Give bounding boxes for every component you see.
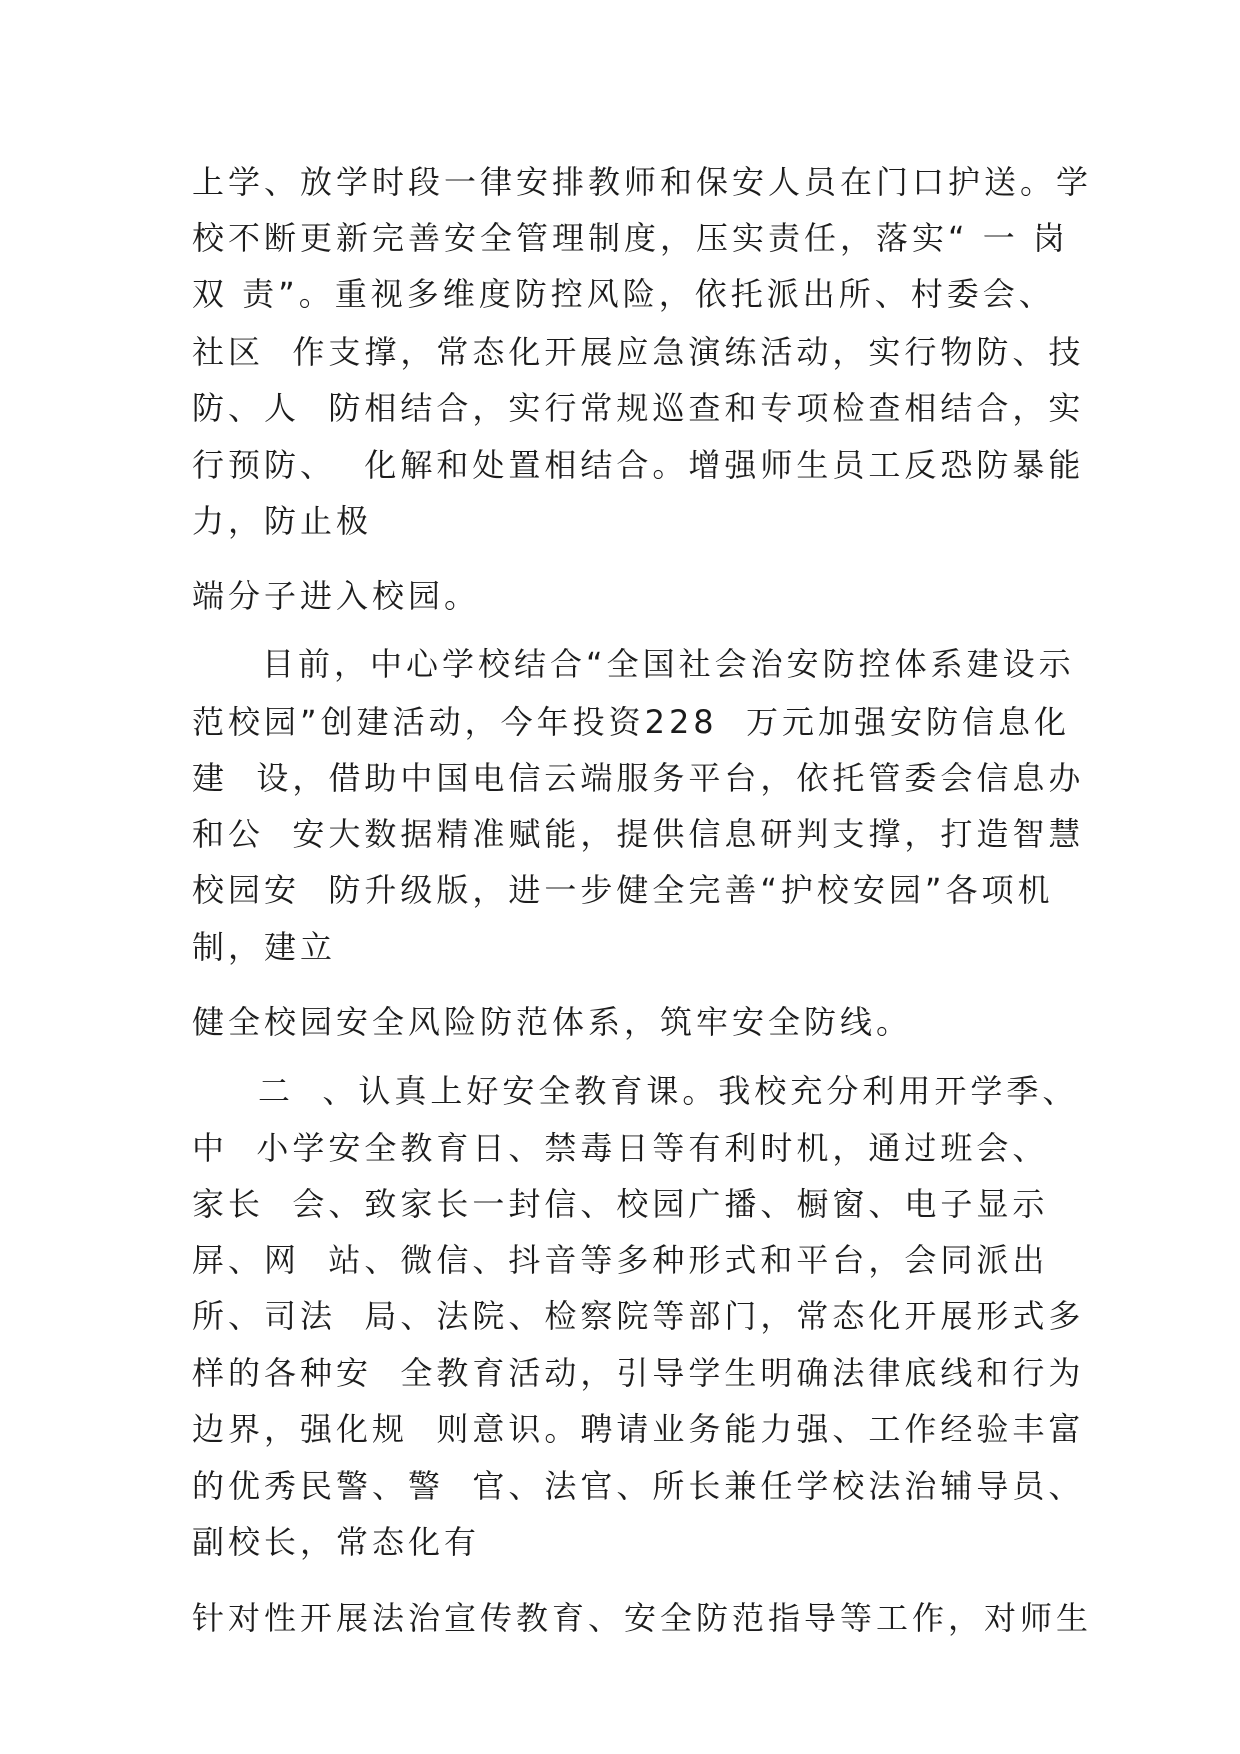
text-line: 屏、网 站、微信、抖音等多种形式和平台，会同派出	[192, 1241, 1049, 1279]
text-line: 所、司法 局、法院、检察院等部门，常态化开展形式多	[192, 1297, 1085, 1335]
text-line: 校园安 防升级版，进一步健全完善“护校安园”各项机	[192, 871, 1054, 909]
text-line: 中 小学安全教育日、禁毒日等有利时机，通过班会、	[192, 1129, 1049, 1167]
text-line: 样的各种安 全教育活动，引导学生明确法律底线和行为	[192, 1354, 1085, 1392]
text-line: 针对性开展法治宣传教育、安全防范指导等工作，对师生	[192, 1599, 1093, 1637]
text-line: 目前，中心学校结合“全国社会治安防控体系建设示	[262, 645, 1075, 683]
text-line: 边界，强化规 则意识。聘请业务能力强、工作经验丰富	[192, 1410, 1085, 1448]
text-line: 行预防、 化解和处置相结合。增强师生员工反恐防暴能	[192, 446, 1085, 484]
text-line: 建 设，借助中国电信云端服务平台，依托管委会信息办	[192, 759, 1085, 797]
text-line: 范校园”创建活动，今年投资228 万元加强安防信息化	[192, 703, 1071, 741]
text-line: 家长 会、致家长一封信、校园广播、橱窗、电子显示	[192, 1185, 1049, 1223]
text-line: 健全校园安全风险防范体系，筑牢安全防线。	[192, 1003, 913, 1041]
text-line: 副校长，常态化有	[192, 1523, 481, 1561]
text-line: 社区 作支撑，常态化开展应急演练活动，实行物防、技	[192, 333, 1085, 371]
text-line: 校不断更新完善安全管理制度，压实责任，落实“ 一 岗	[192, 219, 1069, 257]
text-line: 防、人 防相结合，实行常规巡查和专项检查相结合，实	[192, 389, 1085, 427]
text-line: 的优秀民警、警 官、法官、所长兼任学校法治辅导员、	[192, 1467, 1085, 1505]
text-line: 上学、放学时段一律安排教师和保安人员在门口护送。学	[192, 163, 1093, 201]
text-line: 和公 安大数据精准赋能，提供信息研判支撑，打造智慧	[192, 815, 1085, 853]
text-line: 二 、认真上好安全教育课。我校充分利用开学季、	[258, 1072, 1079, 1110]
text-line: 力，防止极	[192, 502, 373, 540]
text-line: 双 责”。重视多维度防控风险，依托派出所、村委会、	[192, 275, 1055, 313]
text-line: 端分子进入校园。	[192, 577, 481, 615]
text-line: 制，建立	[192, 928, 337, 966]
